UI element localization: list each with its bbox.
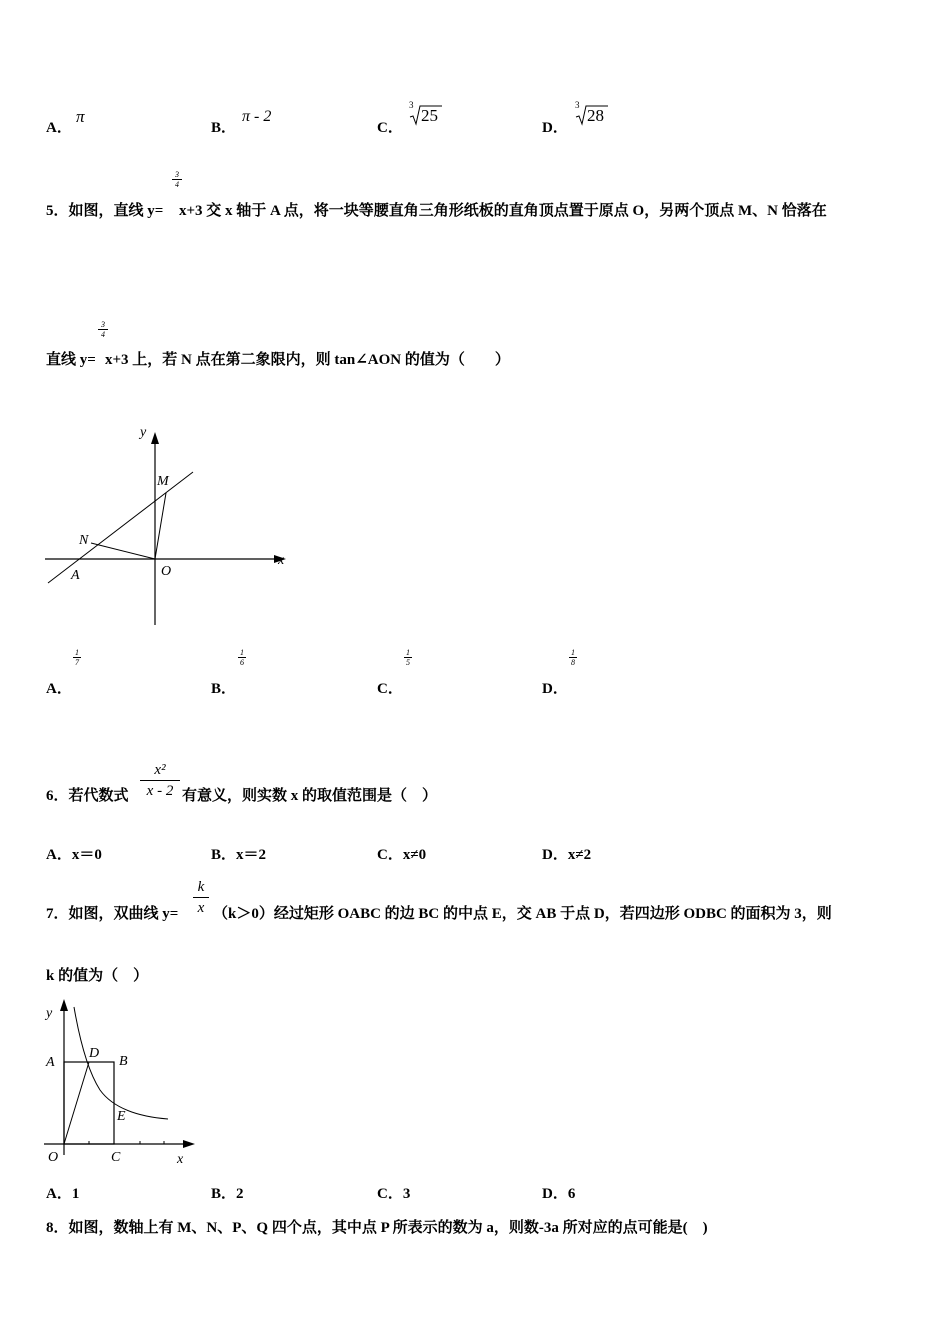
q5-figure [40,420,300,635]
q7-option-b-letter: B． [211,1186,237,1202]
q5-line1-slope-num: 3 [175,170,179,179]
q5-option-b-num: 1 [240,648,244,657]
q5-option-d-den: 8 [571,658,575,667]
q6-fraction [140,760,180,801]
q5-option-a-num: 1 [75,648,79,657]
q7-label-a: A [46,1055,55,1070]
q6-option-b-value: x＝2 [236,847,267,863]
q6-prefix: 6．若代数式 [46,788,129,804]
q7-suffix: （k＞0）经过矩形 OABC 的边 BC 的中点 E，交 AB 于点 D，若四边形 ODBC 的面积为 3，则 [213,906,832,922]
q7-fraction [193,877,209,918]
q5-line1-slope-fraction [172,170,182,189]
q6-frac-num: x² [154,762,166,778]
q6-option-d-letter: D． [542,847,568,863]
q7-label-o: O [48,1150,59,1165]
q6-option-b [211,843,266,864]
q7-option-c-letter: C． [377,1186,403,1202]
q7-rectangle-oabc [64,1062,114,1144]
q5-label-y: y [140,425,147,440]
q6-option-b-letter: B． [211,847,237,863]
q5-option-c-den: 5 [406,658,410,667]
q4-option-d-radicand: 28 [587,106,604,125]
q5-label-a: A [71,568,80,583]
q5-option-a-letter: A． [46,681,72,697]
q7-label-e: E [117,1109,126,1124]
q7-option-b [211,1182,244,1203]
q6-option-a [46,843,102,864]
q5-segment-om [155,493,166,559]
q5-line2-slope-fraction [98,320,108,339]
q5-line2-suffix: x+3 上，若 N 点在第二象限内，则 tan∠AON 的值为（ ） [105,352,510,368]
q5-option-d-letter: D． [542,681,568,697]
q5-line1-prefix: 5．如图，直线 y= [46,203,164,219]
q7-segment-od [64,1062,89,1144]
q7-x-arrow-icon [183,1140,195,1148]
q5-option-c-num: 1 [406,648,410,657]
q5-line1-suffix: x+3 交 x 轴于 A 点，将一块等腰直角三角形纸板的直角顶点置于原点 O，另两个顶点 M、N 恰落在 [179,203,827,219]
q7-line2: k 的值为（ ） [46,968,149,984]
q5-label-m: M [157,474,169,489]
q7-label-y: y [46,1006,53,1021]
q5-option-b-fraction [238,648,246,667]
q4-option-d-letter: D． [542,120,568,136]
q7-option-c-value: 3 [402,1186,411,1202]
q6-option-c-value: x≠0 [402,847,427,863]
q5-option-d-fraction [569,648,577,667]
q7-frac-num: k [197,879,205,895]
q5-label-n: N [79,533,89,548]
q5-line2-slope-num: 3 [101,320,105,329]
q6-option-d-value: x≠2 [567,847,592,863]
q5-option-a-fraction [73,648,81,667]
q6-option-c-letter: C． [377,847,403,863]
q6-frac-den: x - 2 [140,780,180,801]
q4-option-b-letter: B． [211,120,237,136]
q4-option-c-radicand: 25 [421,106,438,125]
q7-option-b-value: 2 [236,1186,244,1202]
q6-option-a-value: x＝0 [71,847,102,863]
q7-option-d-value: 6 [567,1186,576,1202]
q5-line1-slope-den: 4 [172,179,182,189]
q4-option-c-letter: C． [377,120,403,136]
q5-line2-prefix: 直线 y= [46,352,96,368]
q7-prefix: 7．如图，双曲线 y= [46,906,179,922]
q4-option-c-root-index: 3 [409,100,414,110]
q5-label-x: x [278,553,285,568]
q7-option-c [377,1182,410,1203]
q5-option-b-letter: B． [211,681,237,697]
q7-option-a [46,1182,79,1203]
q7-frac-den: x [193,897,209,918]
q5-option-a-den: 7 [75,658,79,667]
q5-option-d-num: 1 [571,648,575,657]
q8-text: 8．如图，数轴上有 M、N、P、Q 四个点，其中点 P 所表示的数为 a，则数-3a 所对应的点可能是( ) [46,1220,708,1236]
q5-label-o: O [161,564,172,579]
q6-option-d [542,843,591,864]
q4-option-b-value: π - 2 [242,108,272,125]
q7-figure [40,995,205,1170]
q5-option-b-den: 6 [240,658,244,667]
q4-option-a-letter: A． [46,120,72,136]
q7-option-d-letter: D． [542,1186,568,1202]
q7-label-x: x [177,1152,184,1167]
q5-y-arrow-icon [151,432,159,444]
q7-label-b: B [119,1054,128,1069]
q5-segment-on [91,543,155,559]
q7-label-c: C [111,1150,121,1165]
q6-option-a-letter: A． [46,847,72,863]
q7-option-d [542,1182,575,1203]
q7-y-arrow-icon [60,999,68,1011]
q4-option-a-value: π [76,107,85,126]
q7-label-d: D [89,1046,100,1061]
q5-option-c-letter: C． [377,681,403,697]
q5-line [48,472,193,583]
q5-line2-slope-den: 4 [98,329,108,339]
q4-option-d-root-index: 3 [575,100,580,110]
q6-suffix: 有意义，则实数 x 的取值范围是（ ） [182,788,438,804]
q7-option-a-letter: A． [46,1186,72,1202]
q7-option-a-value: 1 [71,1186,80,1202]
q6-option-c [377,843,426,864]
q5-option-c-fraction [404,648,412,667]
